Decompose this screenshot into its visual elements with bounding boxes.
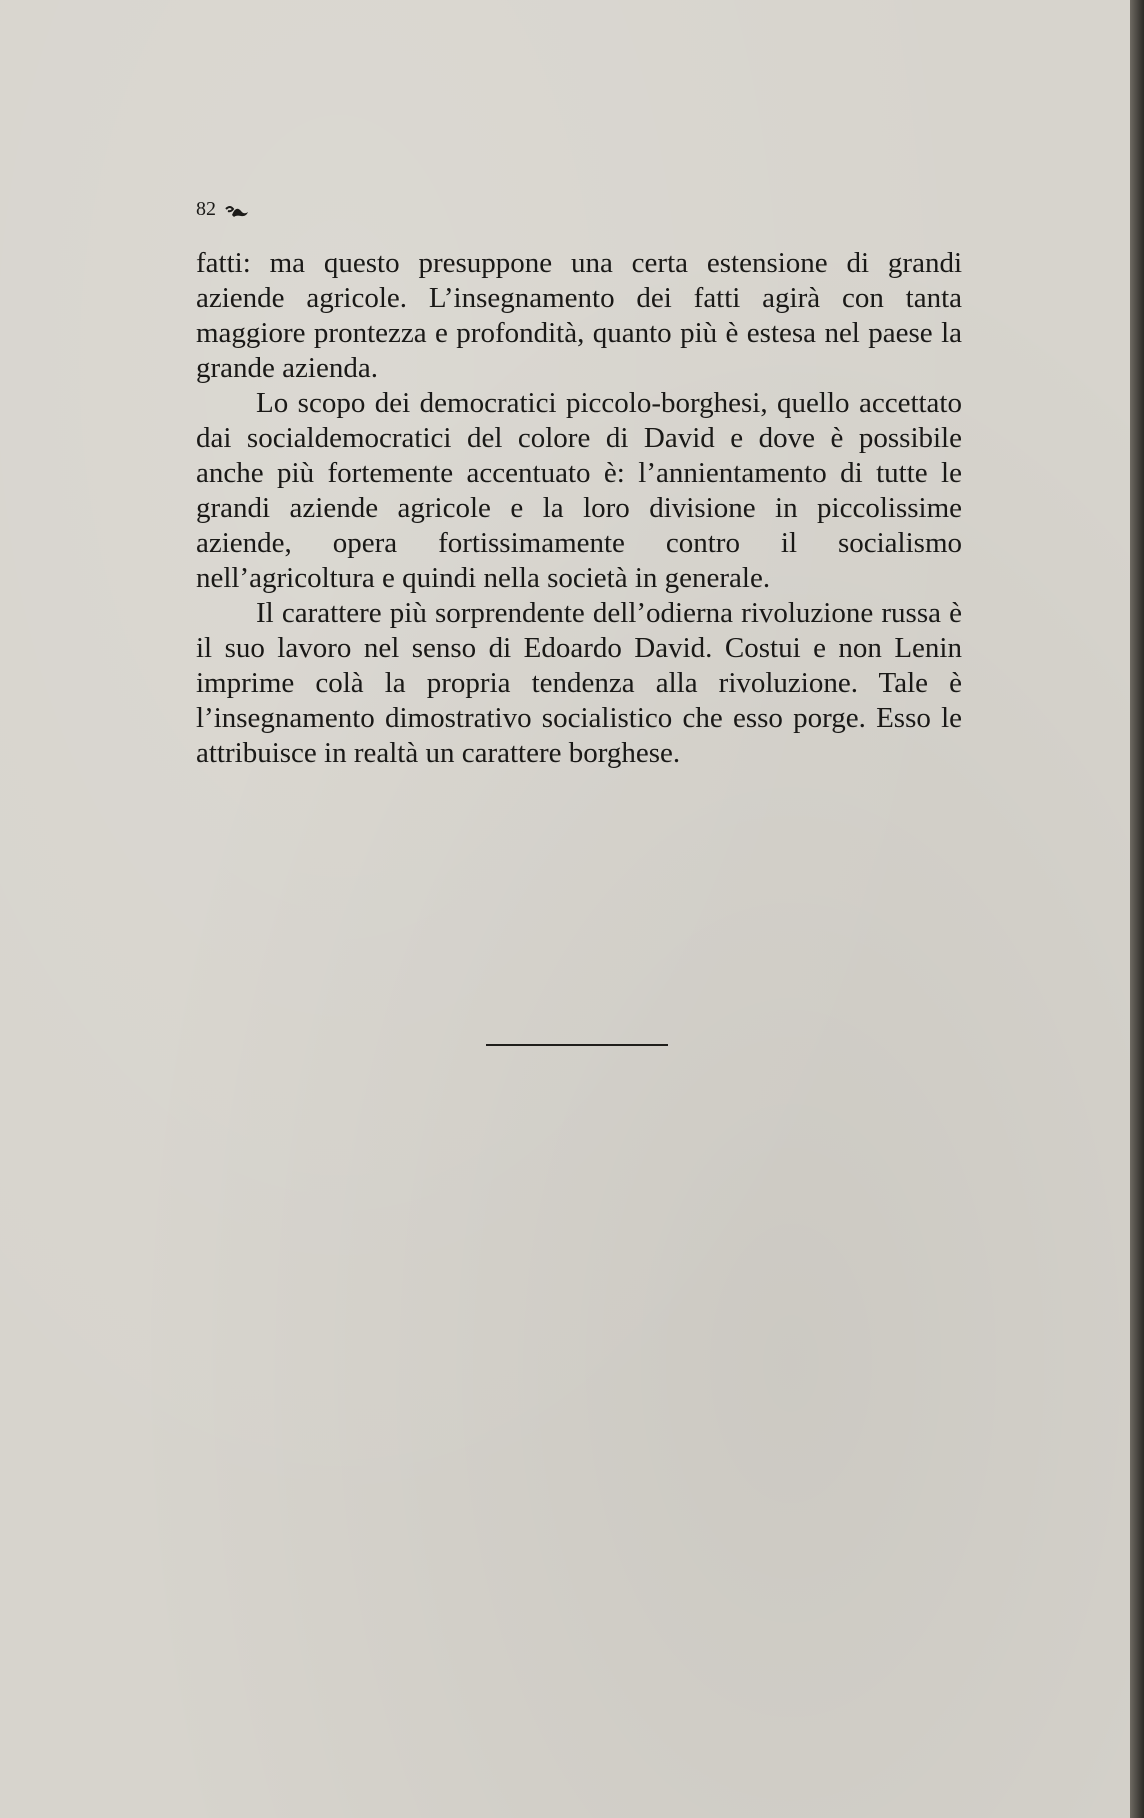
paragraph-continued: fatti: ma questo presuppone una certa estensione di grandi aziende agricole. L’insegnamento dei fatti agirà con tanta maggiore prontezza e profondità, quanto più è estesa nel paese la grande azienda. [196, 247, 962, 384]
paragraph: Il carattere più sorprendente dell’odierna rivoluzione russa è il suo lavoro nel senso di Edoardo David. Costui e non Lenin imprime colà la propria tendenza alla rivoluzione. Tale è l’insegnamento dimostrativo socialistico che esso porge. Esso le attribuisce in realtà un carattere borghese. [196, 597, 962, 769]
page-number: 82 [196, 198, 216, 220]
section-end-rule [486, 1044, 668, 1046]
page-edge-shadow [1130, 0, 1144, 1818]
page-header [196, 198, 250, 221]
body-text [196, 246, 962, 771]
fleuron-icon [224, 202, 250, 218]
paragraph: Lo scopo dei democratici piccolo-borghesi, quello accettato dai socialdemocratici del colore di David e dove è possibile anche più fortemente accentuato è: l’annientamento di tutte le grandi aziende agricole e la loro divisione in piccolissime aziende, opera fortissimamente contro il socialismo nell’agricoltura e quindi nella società in generale. [196, 387, 962, 594]
